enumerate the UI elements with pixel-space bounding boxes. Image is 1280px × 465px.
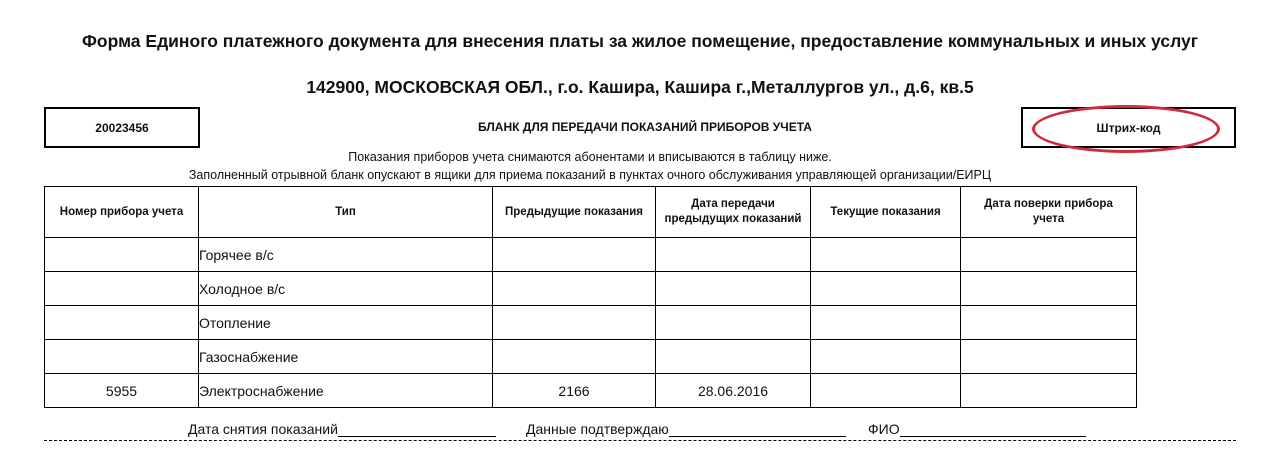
form-title: БЛАНК ДЛЯ ПЕРЕДАЧИ ПОКАЗАНИЙ ПРИБОРОВ УЧЕТА bbox=[478, 120, 812, 134]
previous-date-cell[interactable] bbox=[656, 306, 811, 340]
meter-number-cell[interactable]: 5955 bbox=[45, 374, 199, 408]
name-label: ФИО bbox=[868, 421, 900, 437]
current-reading-cell[interactable] bbox=[811, 374, 961, 408]
table-row bbox=[45, 238, 1137, 272]
current-reading-cell[interactable] bbox=[811, 306, 961, 340]
previous-date-cell[interactable] bbox=[656, 340, 811, 374]
previous-reading-cell[interactable]: 2166 bbox=[493, 374, 656, 408]
previous-reading-cell[interactable] bbox=[493, 238, 656, 272]
col-header-number: Номер прибора учета bbox=[45, 187, 199, 238]
reading-date-line[interactable] bbox=[338, 422, 496, 437]
previous-reading-cell[interactable] bbox=[493, 340, 656, 374]
meter-readings-table bbox=[44, 186, 1137, 408]
confirm-field[interactable] bbox=[526, 421, 846, 437]
account-number: 20023456 bbox=[95, 120, 149, 135]
address: 142900, МОСКОВСКАЯ ОБЛ., г.о. Кашира, Кашира г.,Металлургов ул., д.6, кв.5 bbox=[306, 77, 974, 97]
current-reading-cell[interactable] bbox=[811, 272, 961, 306]
reading-date-field[interactable] bbox=[188, 421, 496, 437]
table-row bbox=[45, 306, 1137, 340]
confirm-signature-line[interactable] bbox=[669, 422, 846, 437]
name-line[interactable] bbox=[900, 422, 1086, 437]
current-reading-cell[interactable] bbox=[811, 340, 961, 374]
table-row bbox=[45, 340, 1137, 374]
previous-date-cell[interactable]: 28.06.2016 bbox=[656, 374, 811, 408]
previous-reading-cell[interactable] bbox=[493, 272, 656, 306]
previous-date-cell[interactable] bbox=[656, 272, 811, 306]
table-row bbox=[45, 374, 1137, 408]
check-date-cell[interactable] bbox=[961, 238, 1137, 272]
meter-number-cell[interactable] bbox=[45, 340, 199, 374]
meter-number-cell[interactable] bbox=[45, 272, 199, 306]
meter-type-cell: Отопление bbox=[199, 306, 493, 340]
highlight-oval bbox=[1032, 105, 1220, 153]
instruction-note-1: Показания приборов учета снимаются абонентами и вписываются в таблицу ниже. bbox=[348, 150, 832, 164]
table-row bbox=[45, 272, 1137, 306]
meter-type-cell: Холодное в/с bbox=[199, 272, 493, 306]
check-date-cell[interactable] bbox=[961, 374, 1137, 408]
col-header-check-date: Дата поверки прибора учета bbox=[961, 187, 1137, 238]
col-header-previous-date: Дата передачи предыдущих показаний bbox=[656, 187, 811, 238]
meter-type-cell: Горячее в/с bbox=[199, 238, 493, 272]
check-date-cell[interactable] bbox=[961, 306, 1137, 340]
document-title: Форма Единого платежного документа для внесения платы за жилое помещение, предоставление коммунальных и иных услуг bbox=[82, 31, 1198, 51]
reading-date-label: Дата снятия показаний bbox=[188, 421, 338, 437]
meter-number-cell[interactable] bbox=[45, 306, 199, 340]
tear-off-line bbox=[44, 440, 1236, 441]
col-header-previous: Предыдущие показания bbox=[493, 187, 656, 238]
col-header-current: Текущие показания bbox=[811, 187, 961, 238]
meter-number-cell[interactable] bbox=[45, 238, 199, 272]
current-reading-cell[interactable] bbox=[811, 238, 961, 272]
col-header-type: Тип bbox=[199, 187, 493, 238]
meter-type-cell: Электроснабжение bbox=[199, 374, 493, 408]
meter-type-cell: Газоснабжение bbox=[199, 340, 493, 374]
instruction-note-2: Заполненный отрывной бланк опускают в ящики для приема показаний в пунктах очного обслуживания управляющей организации/ЕИРЦ bbox=[188, 168, 992, 182]
check-date-cell[interactable] bbox=[961, 340, 1137, 374]
check-date-cell[interactable] bbox=[961, 272, 1137, 306]
barcode-label: Штрих-код bbox=[1096, 120, 1161, 135]
name-field[interactable] bbox=[868, 421, 1086, 437]
confirm-label: Данные подтверждаю bbox=[526, 421, 669, 437]
table-header-row bbox=[45, 187, 1137, 238]
account-number-box bbox=[44, 107, 200, 148]
previous-date-cell[interactable] bbox=[656, 238, 811, 272]
previous-reading-cell[interactable] bbox=[493, 306, 656, 340]
